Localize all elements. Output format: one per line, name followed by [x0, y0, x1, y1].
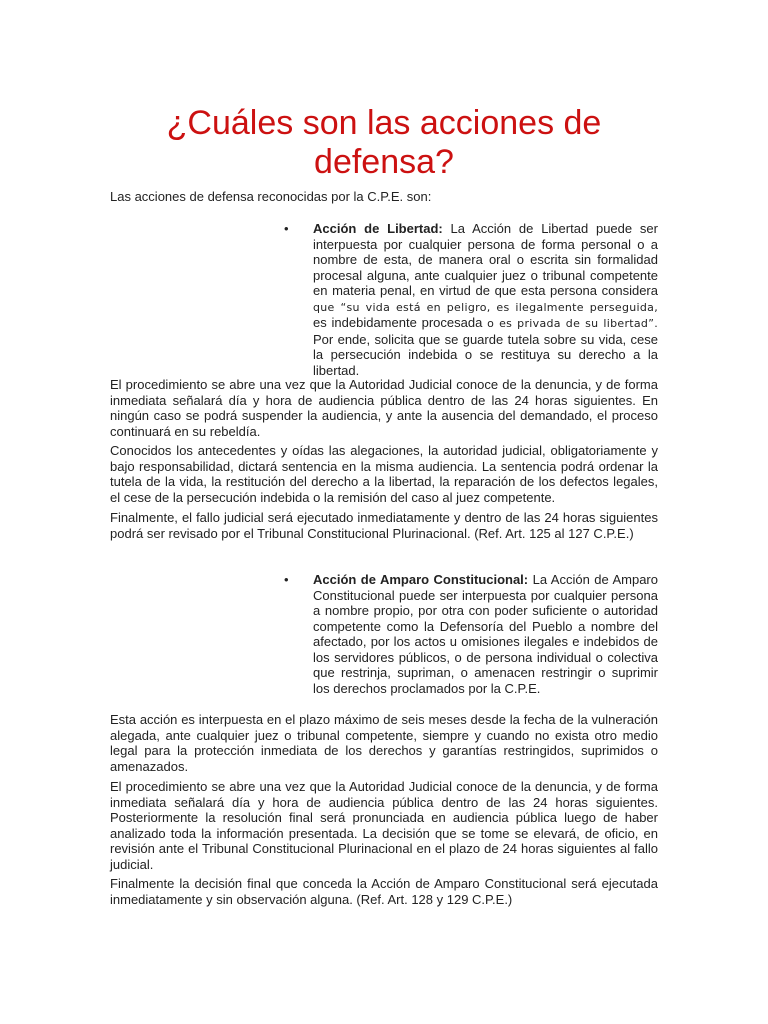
- bullet-icon: •: [284, 221, 289, 236]
- accion-libertad-quote-a: que “su vida está en peligro, es ilegalmente perseguida,: [313, 300, 658, 314]
- paragraph-antecedentes: Conocidos los antecedentes y oídas las alegaciones, la autoridad judicial, obligatoriamente y bajo responsabilidad, dictará sentencia en la misma audiencia. La sentencia podrá ordenar la tutela de la vida, la restitución del derecho a la libertad, la reparación de los defectos legales, el cese de la persecución indebida o la remisión del caso al juez competente.: [110, 443, 658, 505]
- intro-text: Las acciones de defensa reconocidas por la C.P.E. son:: [110, 189, 432, 204]
- accion-libertad-quote-b: o es privada de su libertad”.: [487, 317, 659, 330]
- accion-amparo-term: Acción de Amparo Constitucional:: [313, 572, 529, 587]
- bullet-icon: •: [284, 572, 289, 587]
- accion-libertad-body-b: es indebidamente procesada: [313, 315, 488, 330]
- accion-libertad-text: [313, 221, 658, 378]
- paragraph-procedimiento-libertad: El procedimiento se abre una vez que la Autoridad Judicial conoce de la denuncia, y de forma inmediata señalará día y hora de audiencia pública dentro de las 24 horas siguientes. En ningún caso se podrá suspender la audiencia, y ante la ausencia del demandado, el proceso continuará en su rebeldía.: [110, 377, 658, 439]
- paragraph-fallo-libertad: Finalmente, el fallo judicial será ejecutado inmediatamente y dentro de las 24 horas siguientes podrá ser revisado por el Tribunal Constitucional Plurinacional. (Ref. Art. 125 al 127 C.P.E.): [110, 510, 658, 541]
- page-title: ¿Cuáles son las acciones de defensa?: [166, 104, 602, 181]
- paragraph-procedimiento-amparo: El procedimiento se abre una vez que la Autoridad Judicial conoce de la denuncia, y de forma inmediata señalará día y hora de audiencia pública dentro de las 24 horas siguientes. Posteriormente la resolución final será pronunciada en audiencia pública luego de haber analizado toda la información presentada. La decisión que se tome se elevará, de oficio, en revisión ante el Tribunal Constitucional Plurinacional en el plazo de 24 horas siguientes al fallo judicial.: [110, 779, 658, 872]
- accion-amparo-body: La Acción de Amparo Constitucional puede ser interpuesta por cualquier persona a nombre propio, por otra con poder suficiente o autoridad competente como la Defensoría del Pueblo a nombre del afectado, por los actos u omisiones ilegales e indebidos de los servidores públicos, o de persona individual o colectiva que restrinja, supriman, o amenacen restringir o suprimir los derechos proclamados por la C.P.E.: [313, 572, 658, 696]
- accion-libertad-body-a: La Acción de Libertad puede ser interpuesta por cualquier persona de forma personal o a nombre de esta, de manera oral o escrita sin formalidad procesal alguna, ante cualquier juez o tribunal competente en materia penal, en virtud de que esta persona considera: [313, 221, 658, 298]
- accion-amparo-text: [313, 572, 658, 696]
- paragraph-plazo-amparo: Esta acción es interpuesta en el plazo máximo de seis meses desde la fecha de la vulneración alegada, ante cualquier juez o tribunal competente, siempre y cuando no exista otro medio legal para la protección inmediata de los derechos y garantías restringidos, suprimidos o amenazados.: [110, 712, 658, 774]
- accion-libertad-body-c: Por ende, solicita que se guarde tutela sobre su vida, cese la persecución indebida o se restituya su derecho a la libertad.: [313, 331, 658, 378]
- paragraph-decision-final: Finalmente la decisión final que conceda la Acción de Amparo Constitucional será ejecutada inmediatamente y sin observación alguna. (Ref. Art. 128 y 129 C.P.E.): [110, 876, 658, 907]
- accion-libertad-term: Acción de Libertad:: [313, 221, 443, 236]
